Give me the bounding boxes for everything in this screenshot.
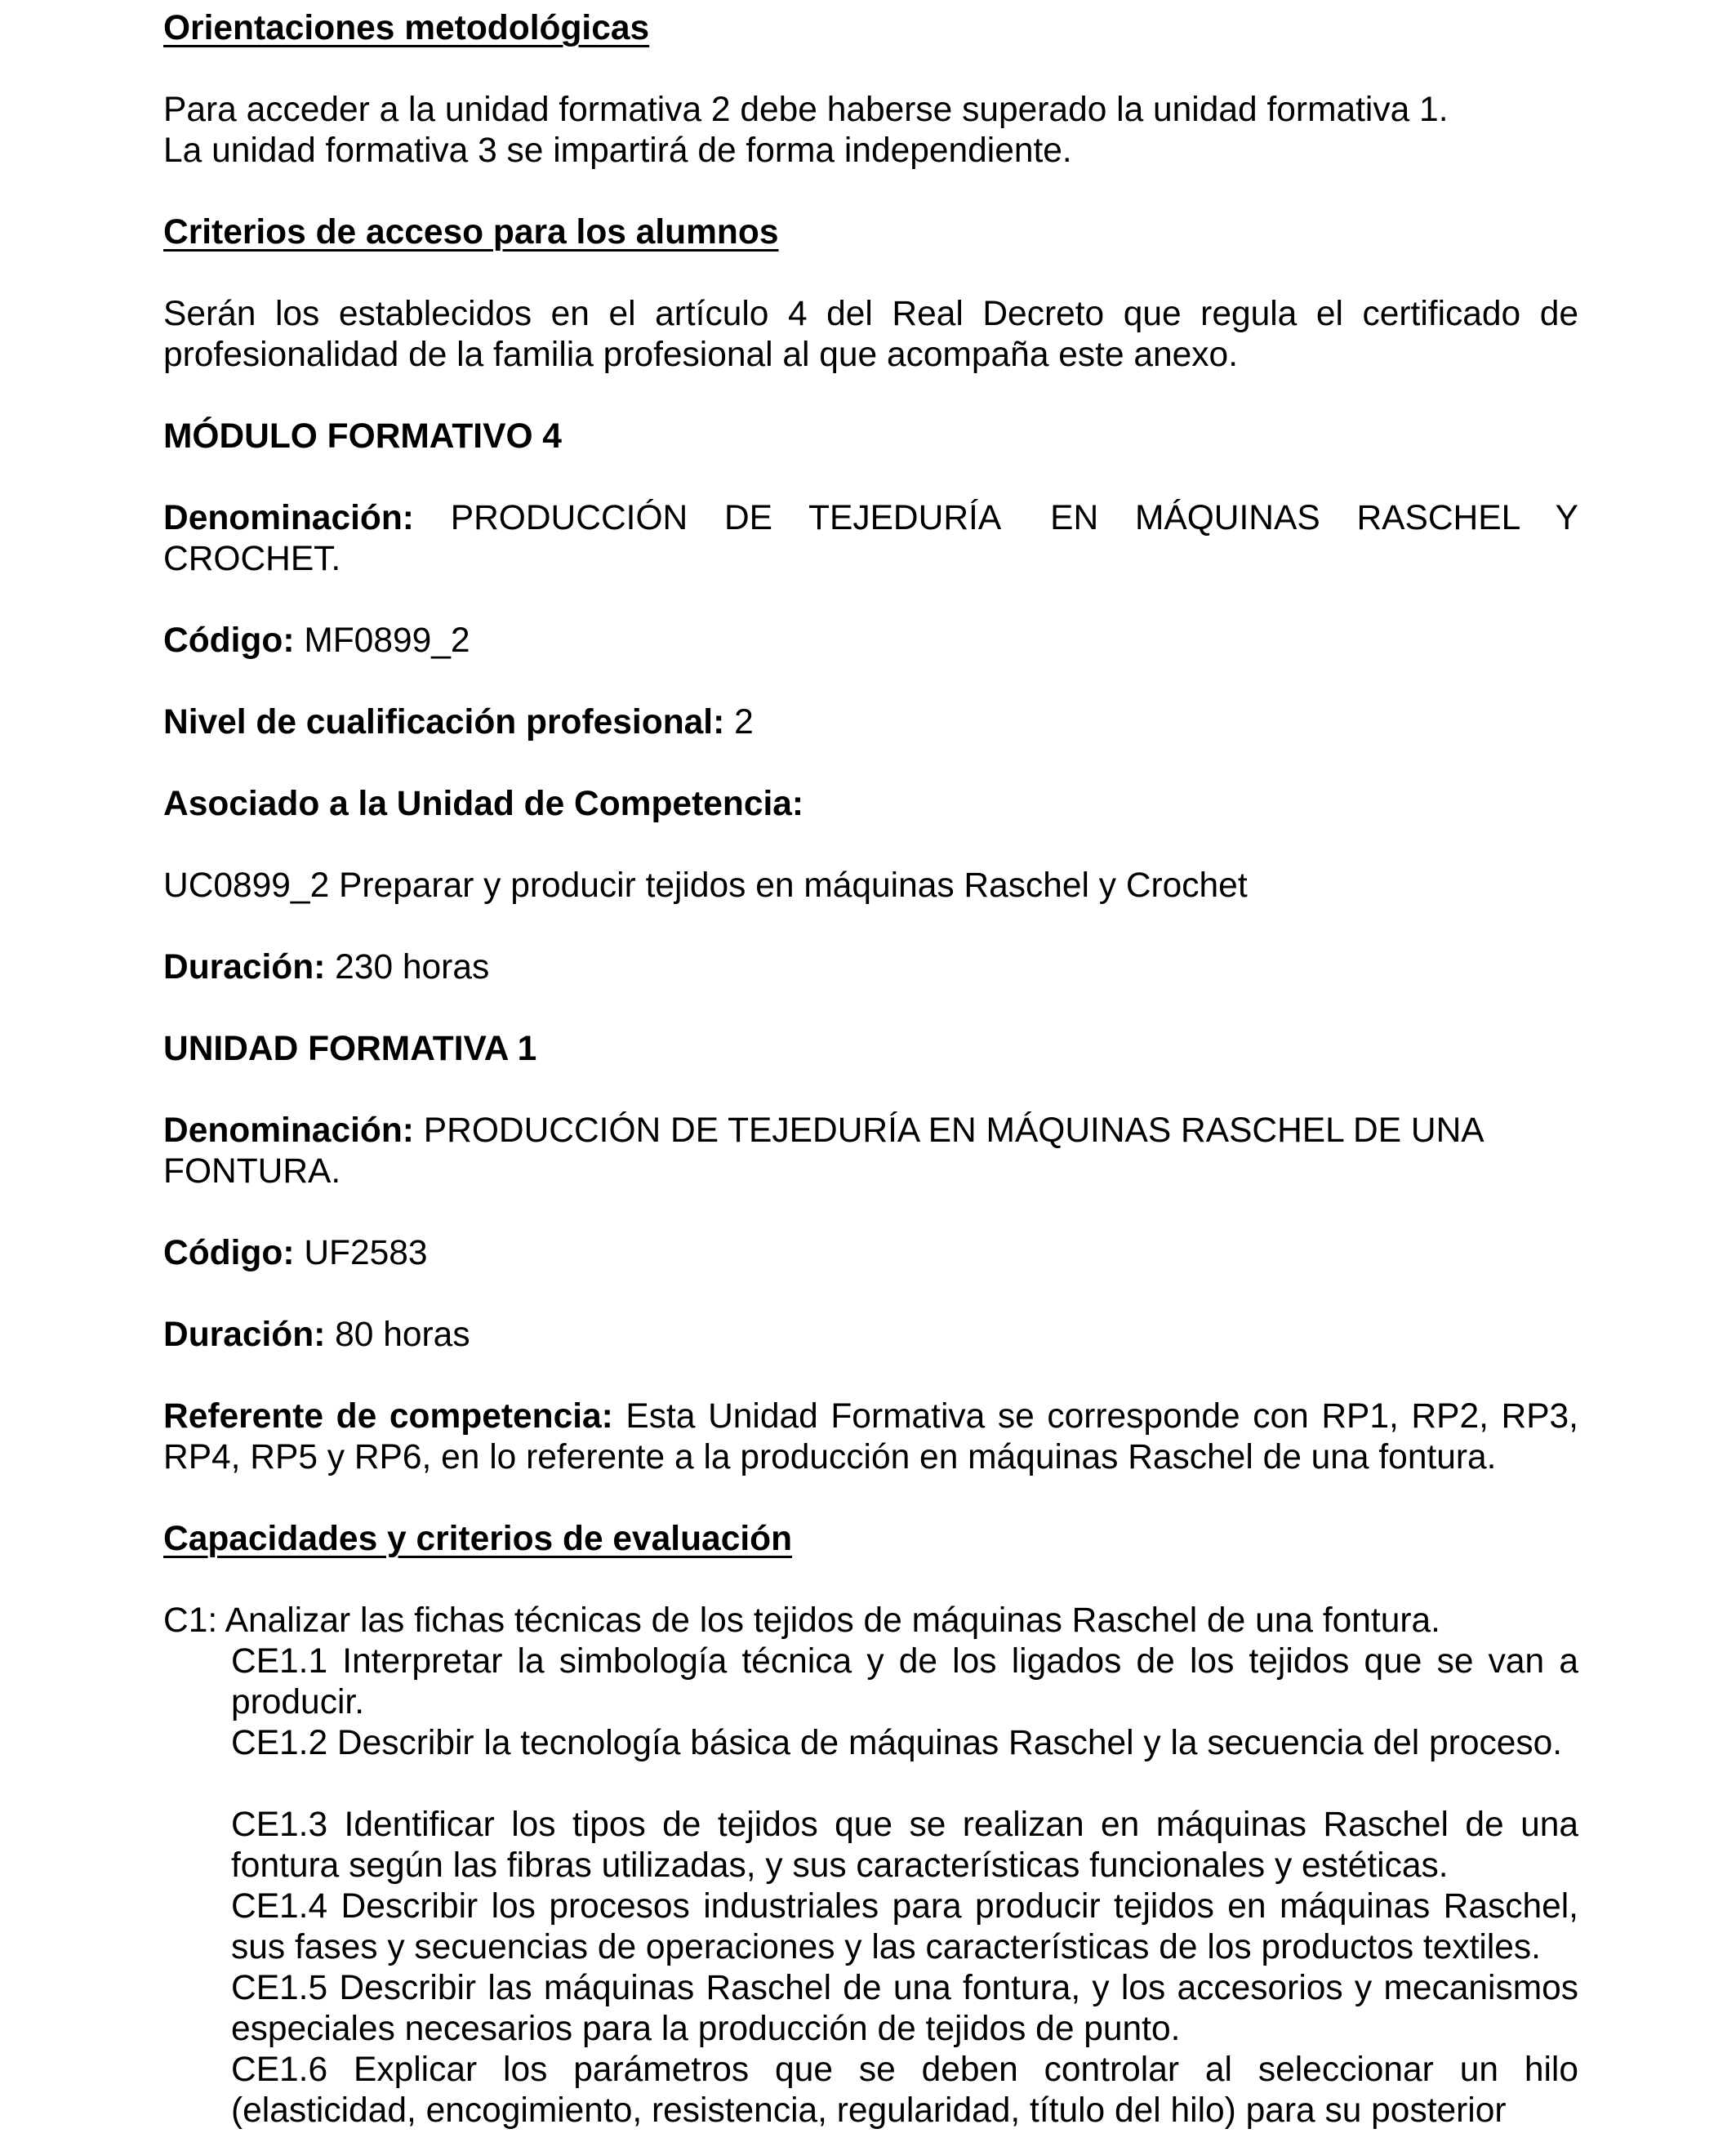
unidad-title: UNIDAD FORMATIVA 1: [163, 1030, 537, 1068]
criterio-ce1-1: CE1.1 Interpretar la simbología técnica y de los ligados de los tejidos que se van a producir.: [231, 1642, 1578, 1721]
orientaciones-heading: Orientaciones metodológicas: [163, 9, 650, 47]
unidad-codigo: Código: UF2583: [163, 1234, 428, 1272]
modulo-uc-text: UC0899_2 Preparar y producir tejidos en máquinas Raschel y Crochet: [163, 866, 1248, 905]
modulo-asociado-label: Asociado a la Unidad de Competencia:: [163, 785, 804, 823]
capacidad-c1: C1: Analizar las fichas técnicas de los tejidos de máquinas Raschel de una fontura.: [163, 1601, 1440, 1640]
orientaciones-line-1: Para acceder a la unidad formativa 2 debe haberse superado la unidad formativa 1.: [163, 91, 1449, 129]
modulo-title: MÓDULO FORMATIVO 4: [163, 417, 562, 456]
modulo-denominacion: Denominación: PRODUCCIÓN DE TEJEDURÍA EN MÁQUINAS RASCHEL Y CROCHET.: [163, 499, 1579, 578]
capacidades-heading: Capacidades y criterios de evaluación: [163, 1520, 793, 1558]
criterio-ce1-2: CE1.2 Describir la tecnología básica de máquinas Raschel y la secuencia del proceso.: [231, 1724, 1563, 1762]
criterio-ce1-4: CE1.4 Describir los procesos industriales para producir tejidos en máquinas Raschel, sus fases y secuencias de operaciones y las características de los productos textiles.: [231, 1887, 1578, 1966]
criterios-acceso-heading: Criterios de acceso para los alumnos: [163, 213, 779, 252]
modulo-nivel: Nivel de cualificación profesional: 2: [163, 703, 754, 741]
orientaciones-line-2: La unidad formativa 3 se impartirá de forma independiente.: [163, 131, 1072, 170]
unidad-referente: Referente de competencia: Esta Unidad Formativa se corresponde con RP1, RP2, RP3, RP4, RP5 y RP6, en lo referente a la producción en máquinas Raschel de una fontura.: [163, 1397, 1578, 1476]
criterio-ce1-3: CE1.3 Identificar los tipos de tejidos que se realizan en máquinas Raschel de una fontura según las fibras utilizadas, y sus características funcionales y estéticas.: [231, 1806, 1578, 1885]
modulo-codigo: Código: MF0899_2: [163, 621, 470, 660]
criterio-ce1-6: CE1.6 Explicar los parámetros que se deben controlar al seleccionar un hilo (elasticidad, encogimiento, resistencia, regularidad, título del hilo) para su posterior: [231, 2051, 1578, 2130]
denominacion-label: Denominación:: [163, 499, 414, 537]
unidad-denominacion: Denominación: PRODUCCIÓN DE TEJEDURÍA EN MÁQUINAS RASCHEL DE UNA FONTURA.: [163, 1111, 1483, 1191]
modulo-duracion: Duración: 230 horas: [163, 948, 490, 986]
criterio-ce1-5: CE1.5 Describir las máquinas Raschel de una fontura, y los accesorios y mecanismos especiales necesarios para la producción de tejidos de punto.: [231, 1969, 1578, 2048]
unidad-duracion: Duración: 80 horas: [163, 1316, 470, 1354]
criterios-acceso-text: Serán los establecidos en el artículo 4 del Real Decreto que regula el certificado de profesionalidad de la familia profesional al que acompaña este anexo.: [163, 295, 1578, 374]
